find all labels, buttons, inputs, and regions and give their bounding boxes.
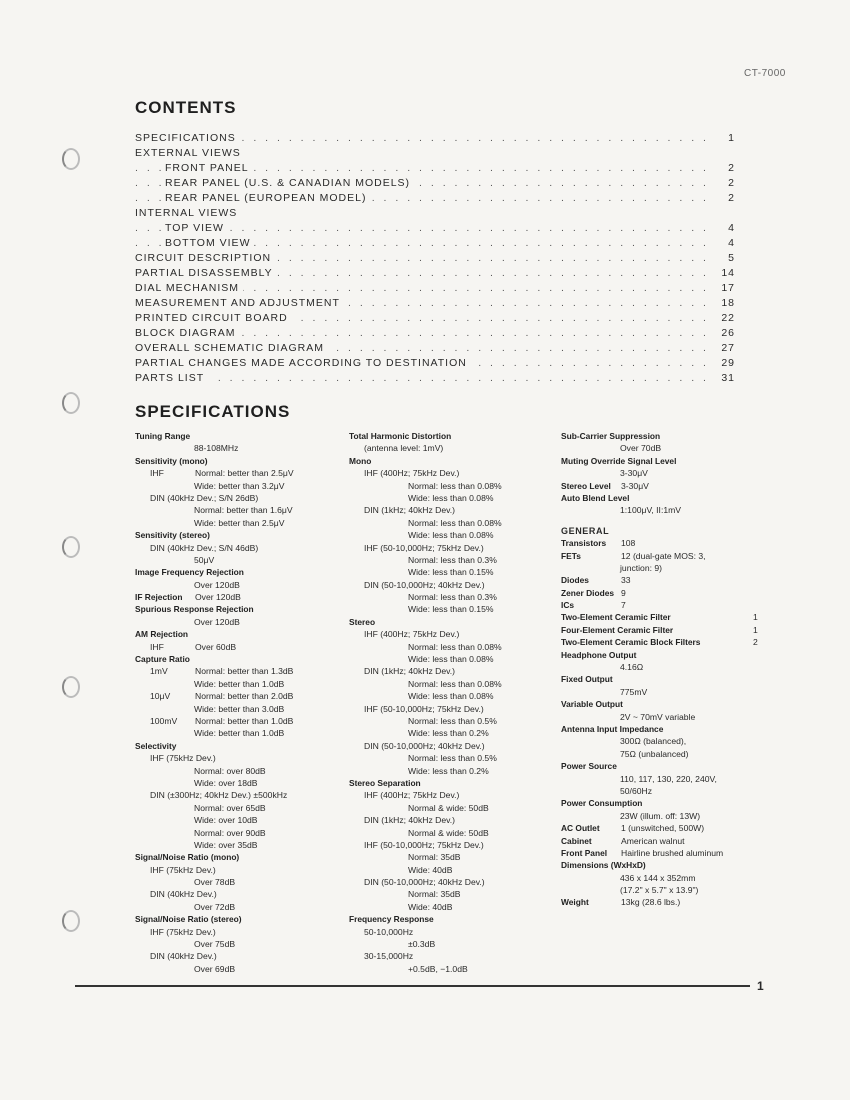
spec-heading: Power Consumption xyxy=(561,798,643,809)
toc-entry-page: 14 xyxy=(709,266,735,281)
spec-item-value: American walnut xyxy=(621,835,685,846)
spec-condition: DIN (1kHz; 40kHz Dev.) xyxy=(364,666,456,677)
spec-item-key: Zener Diodes xyxy=(561,587,615,598)
toc-entry-label: BLOCK DIAGRAM xyxy=(135,327,240,339)
spec-value: Normal & wide: 50dB xyxy=(408,802,489,813)
spec-column-3 xyxy=(561,430,761,909)
toc-entry xyxy=(135,161,735,176)
spec-item xyxy=(561,636,761,648)
spec-value: 2V ~ 70mV variable xyxy=(620,711,696,722)
spec-item-value: 13kg (28.6 lbs.) xyxy=(621,897,681,908)
toc-entry-label: PARTIAL DISASSEMBLY xyxy=(135,267,277,279)
toc-entry-page: 29 xyxy=(709,356,735,371)
spec-item xyxy=(561,599,761,611)
binder-hole-mark xyxy=(62,910,80,932)
toc-entry-page: 31 xyxy=(709,371,735,386)
spec-item-key: Diodes xyxy=(561,575,589,586)
spec-value: Over 120dB xyxy=(194,616,240,627)
spec-value: Wide: 40dB xyxy=(408,901,453,912)
toc-entry-label: EXTERNAL VIEWS xyxy=(135,147,245,159)
spec-condition: IHF (75kHz Dev.) xyxy=(150,864,216,875)
spec-value: junction: 9) xyxy=(620,562,663,573)
spec-heading: Variable Output xyxy=(561,699,623,710)
spec-value: Over 75dB xyxy=(194,939,236,950)
spec-item-value: Normal: better than 1.3dB xyxy=(195,666,294,677)
spec-value: Normal: over 65dB xyxy=(194,802,266,813)
toc-entry-label: PARTIAL CHANGES MADE ACCORDING TO DESTINATION xyxy=(135,357,471,369)
spec-item xyxy=(135,715,345,727)
table-of-contents xyxy=(135,131,735,386)
spec-item-key: Front Panel xyxy=(561,847,608,858)
toc-entry-page: 27 xyxy=(709,341,735,356)
spec-item-value: 108 xyxy=(621,538,636,549)
spec-item-key: 1mV xyxy=(150,666,168,677)
spec-value: Over 78dB xyxy=(194,877,236,888)
spec-value: 4.16Ω xyxy=(620,662,644,673)
spec-value: Wide: less than 0.08% xyxy=(408,530,494,541)
spec-value: Normal: less than 0.08% xyxy=(408,480,502,491)
toc-entry-page: 1 xyxy=(709,131,735,146)
spec-value: Over 70dB xyxy=(620,443,662,454)
spec-value: Wide: less than 0.2% xyxy=(408,728,489,739)
spec-value: 436 x 144 x 352mm xyxy=(620,872,696,883)
spec-value: Wide: better than 1.0dB xyxy=(194,678,285,689)
spec-value: Wide: less than 0.08% xyxy=(408,492,494,503)
spec-item-key: IHF xyxy=(150,641,164,652)
toc-entry xyxy=(135,206,735,221)
spec-condition: DIN (50-10,000Hz; 40kHz Dev.) xyxy=(364,740,485,751)
spec-value: Wide: less than 0.15% xyxy=(408,567,494,578)
toc-entry xyxy=(135,371,735,386)
spec-value: Wide: less than 0.08% xyxy=(408,654,494,665)
spec-condition: DIN (1kHz; 40kHz Dev.) xyxy=(364,505,456,516)
toc-entry xyxy=(135,176,735,191)
spec-value: 1:100μV, II:1mV xyxy=(620,505,682,516)
spec-item-key: AC Outlet xyxy=(561,823,600,834)
toc-entry xyxy=(135,236,735,251)
spec-item-key: Two-Element Ceramic Filter xyxy=(561,612,671,623)
page-number: 1 xyxy=(757,979,764,993)
toc-entry-label: REAR PANEL (U.S. & CANADIAN MODELS) xyxy=(165,177,414,189)
spec-item-value: 7 xyxy=(621,600,626,611)
spec-item-key: Cabinet xyxy=(561,835,592,846)
spec-value: Wide: better than 3.0dB xyxy=(194,703,285,714)
spec-heading: Mono xyxy=(349,455,372,466)
toc-entry-page: 2 xyxy=(709,161,735,176)
spec-value: Wide: less than 0.08% xyxy=(408,691,494,702)
spec-item xyxy=(561,624,761,636)
toc-entry xyxy=(135,191,735,206)
spec-item-key: Stereo Level xyxy=(561,480,611,491)
toc-entry-label: MEASUREMENT AND ADJUSTMENT xyxy=(135,297,344,309)
spec-value: Normal: less than 0.08% xyxy=(408,641,502,652)
spec-item xyxy=(561,480,761,492)
toc-entry-page: 17 xyxy=(709,281,735,296)
spec-condition: IHF (50-10,000Hz; 75kHz Dev.) xyxy=(364,839,484,850)
spec-item-key: Transistors xyxy=(561,538,607,549)
spec-condition: IHF (75kHz Dev.) xyxy=(150,926,216,937)
spec-value: 23W (illum. off: 13W) xyxy=(620,810,701,821)
spec-value: Normal: less than 0.3% xyxy=(408,592,497,603)
spec-value: Normal: less than 0.08% xyxy=(408,678,502,689)
toc-entry-label: TOP VIEW xyxy=(165,222,228,234)
toc-entry-label: CIRCUIT DESCRIPTION xyxy=(135,252,275,264)
spec-value: Wide: over 10dB xyxy=(194,815,258,826)
spec-item-value: 1 (unswitched, 500W) xyxy=(621,823,705,834)
spec-heading: Auto Blend Level xyxy=(561,492,630,503)
toc-entry xyxy=(135,281,735,296)
spec-heading: Sensitivity (mono) xyxy=(135,455,208,466)
spec-value: Normal: less than 0.5% xyxy=(408,753,497,764)
spec-condition: IHF (50-10,000Hz; 75kHz Dev.) xyxy=(364,542,484,553)
spec-value: Over 72dB xyxy=(194,901,236,912)
spec-value: 75Ω (unbalanced) xyxy=(620,748,689,759)
spec-item-key: FETs xyxy=(561,550,581,561)
spec-item-key: 100mV xyxy=(150,715,178,726)
spec-item-value: Hairline brushed aluminum xyxy=(621,847,724,858)
spec-value: 50/60Hz xyxy=(620,785,653,796)
spec-item xyxy=(561,896,761,908)
toc-entry-label: OVERALL SCHEMATIC DIAGRAM xyxy=(135,342,328,354)
spec-item-value: 2 xyxy=(753,637,758,648)
binder-hole-mark xyxy=(62,148,80,170)
spec-column-1 xyxy=(135,430,345,975)
spec-value: Over 69dB xyxy=(194,963,236,974)
spec-value: Normal & wide: 50dB xyxy=(408,827,489,838)
spec-value: Normal: better than 1.6μV xyxy=(194,505,293,516)
spec-item-value: Over 120dB xyxy=(195,592,241,603)
toc-entry-page: 5 xyxy=(709,251,735,266)
spec-heading: Signal/Noise Ratio (stereo) xyxy=(135,914,242,925)
spec-item xyxy=(561,537,761,549)
spec-heading: Spurious Response Rejection xyxy=(135,604,254,615)
spec-value: 775mV xyxy=(620,686,648,697)
spec-item-value: Normal: better than 2.5μV xyxy=(195,468,294,479)
spec-item-key: IHF xyxy=(150,468,164,479)
toc-entry-page: 26 xyxy=(709,326,735,341)
spec-item-key: Four-Element Ceramic Filter xyxy=(561,624,674,635)
spec-item-key: 10μV xyxy=(150,691,171,702)
toc-entry xyxy=(135,266,735,281)
toc-entry-label: REAR PANEL (EUROPEAN MODEL) xyxy=(165,192,370,204)
spec-value: Normal: 35dB xyxy=(408,852,461,863)
spec-condition: DIN (50-10,000Hz; 40kHz Dev.) xyxy=(364,579,485,590)
spec-value: Wide: over 18dB xyxy=(194,777,258,788)
spec-item xyxy=(135,665,345,677)
spec-value: 50μV xyxy=(194,554,215,565)
spec-item xyxy=(135,641,345,653)
spec-heading: Stereo Separation xyxy=(349,777,421,788)
toc-entry-label: DIAL MECHANISM xyxy=(135,282,243,294)
spec-heading: Total Harmonic Distortion xyxy=(349,431,452,441)
spec-condition: DIN (40kHz Dev.; S/N 26dB) xyxy=(150,492,259,503)
toc-entry xyxy=(135,131,735,146)
spec-item xyxy=(561,611,761,623)
spec-condition: (antenna level: 1mV) xyxy=(364,443,444,454)
spec-item-key: IF Rejection xyxy=(135,592,183,603)
spec-item-value: 1 xyxy=(753,624,758,635)
spec-heading: Stereo xyxy=(349,616,376,627)
spec-item xyxy=(561,847,761,859)
spec-heading: Headphone Output xyxy=(561,649,637,660)
spec-value: Wide: better than 1.0dB xyxy=(194,728,285,739)
toc-entry xyxy=(135,311,735,326)
spec-condition: IHF (400Hz; 75kHz Dev.) xyxy=(364,629,460,640)
toc-leader-dots xyxy=(135,371,711,386)
spec-condition: IHF (50-10,000Hz; 75kHz Dev.) xyxy=(364,703,484,714)
spec-item-value: 33 xyxy=(621,575,631,586)
spec-heading: AM Rejection xyxy=(135,629,189,640)
spec-value: Over 120dB xyxy=(194,579,240,590)
spec-value: 300Ω (balanced), xyxy=(620,736,687,747)
spec-condition: 30-15,000Hz xyxy=(364,951,414,962)
spec-value: Wide: less than 0.2% xyxy=(408,765,489,776)
spec-heading: Tuning Range xyxy=(135,431,191,441)
contents-title: CONTENTS xyxy=(135,98,237,117)
spec-heading: Dimensions (WxHxD) xyxy=(561,860,646,871)
spec-value: (17.2" x 5.7" x 13.9") xyxy=(620,885,699,896)
spec-condition: DIN (50-10,000Hz; 40kHz Dev.) xyxy=(364,877,485,888)
spec-item-value: Over 60dB xyxy=(195,641,237,652)
specifications-title: SPECIFICATIONS xyxy=(135,402,291,421)
toc-entry xyxy=(135,146,735,161)
model-number: CT-7000 xyxy=(744,68,786,79)
toc-entry xyxy=(135,341,735,356)
spec-condition: DIN (1kHz; 40kHz Dev.) xyxy=(364,815,456,826)
toc-entry-page: 2 xyxy=(709,176,735,191)
spec-item xyxy=(561,835,761,847)
spec-item-key: Weight xyxy=(561,897,589,908)
spec-item-key: ICs xyxy=(561,600,575,611)
spec-condition: DIN (±300Hz; 40kHz Dev.) ±500kHz xyxy=(150,790,288,801)
spec-heading: Power Source xyxy=(561,761,617,772)
spec-column-2 xyxy=(349,430,559,975)
spec-value: +0.5dB, −1.0dB xyxy=(408,963,468,974)
spec-heading: Selectivity xyxy=(135,740,177,751)
spec-heading: Signal/Noise Ratio (mono) xyxy=(135,852,240,863)
spec-heading: Sensitivity (stereo) xyxy=(135,530,210,541)
spec-heading: Antenna Input Impedance xyxy=(561,723,664,734)
spec-item-value: 3-30μV xyxy=(621,480,649,491)
toc-entry-label: BOTTOM VIEW xyxy=(165,237,254,249)
spec-group-heading: GENERAL xyxy=(561,525,610,536)
spec-item xyxy=(561,550,761,562)
spec-value: 110, 117, 130, 220, 240V, xyxy=(620,773,717,784)
toc-entry xyxy=(135,356,735,371)
spec-item-value: Normal: better than 2.0dB xyxy=(195,691,294,702)
binder-hole-mark xyxy=(62,676,80,698)
spec-item-value: Normal: better than 1.0dB xyxy=(195,715,294,726)
spec-heading: Capture Ratio xyxy=(135,654,190,665)
spec-value: 88-108MHz xyxy=(194,443,239,454)
spec-item-value: 12 (dual-gate MOS: 3, xyxy=(621,550,706,561)
spec-heading: Image Frequency Rejection xyxy=(135,567,244,578)
spec-condition: IHF (400Hz; 75kHz Dev.) xyxy=(364,468,460,479)
toc-entry-label: PARTS LIST xyxy=(135,372,208,384)
spec-item xyxy=(561,587,761,599)
footer-rule xyxy=(75,985,750,987)
spec-value: Normal: over 90dB xyxy=(194,827,266,838)
spec-heading: Frequency Response xyxy=(349,914,434,925)
toc-entry-page: 22 xyxy=(709,311,735,326)
binder-hole-mark xyxy=(62,536,80,558)
spec-value: Wide: over 35dB xyxy=(194,839,258,850)
toc-entry-label: FRONT PANEL xyxy=(165,162,253,174)
spec-value: Normal: less than 0.3% xyxy=(408,554,497,565)
binder-hole-mark xyxy=(62,392,80,414)
spec-value: Normal: over 80dB xyxy=(194,765,266,776)
toc-entry-page: 2 xyxy=(709,191,735,206)
spec-condition: DIN (40kHz Dev.) xyxy=(150,889,217,900)
spec-heading: Sub-Carrier Suppression xyxy=(561,431,661,441)
spec-heading: Fixed Output xyxy=(561,674,613,685)
toc-entry-page: 18 xyxy=(709,296,735,311)
spec-value: Wide: better than 2.5μV xyxy=(194,517,285,528)
spec-item xyxy=(561,822,761,834)
toc-entry-label: SPECIFICATIONS xyxy=(135,132,240,144)
toc-entry xyxy=(135,326,735,341)
spec-value: 3-30μV xyxy=(620,468,648,479)
spec-heading: Muting Override Signal Level xyxy=(561,455,677,466)
spec-item-value: 9 xyxy=(621,587,626,598)
spec-condition: DIN (40kHz Dev.; S/N 46dB) xyxy=(150,542,259,553)
spec-value: Wide: better than 3.2μV xyxy=(194,480,285,491)
spec-condition: DIN (40kHz Dev.) xyxy=(150,951,217,962)
toc-entry xyxy=(135,296,735,311)
spec-value: Normal: 35dB xyxy=(408,889,461,900)
spec-value: Normal: less than 0.5% xyxy=(408,715,497,726)
spec-item xyxy=(135,467,345,479)
toc-entry xyxy=(135,221,735,236)
spec-item-value: 1 xyxy=(753,612,758,623)
toc-entry-label: INTERNAL VIEWS xyxy=(135,207,241,219)
toc-entry xyxy=(135,251,735,266)
spec-value: Normal: less than 0.08% xyxy=(408,517,502,528)
spec-value: Wide: less than 0.15% xyxy=(408,604,494,615)
toc-entry-page: 4 xyxy=(709,221,735,236)
spec-item xyxy=(135,591,345,603)
toc-entry-label: PRINTED CIRCUIT BOARD xyxy=(135,312,292,324)
spec-condition: 50-10,000Hz xyxy=(364,926,414,937)
spec-condition: IHF (75kHz Dev.) xyxy=(150,753,216,764)
spec-item xyxy=(561,574,761,586)
spec-item-key: Two-Element Ceramic Block Filters xyxy=(561,637,701,648)
spec-item xyxy=(135,690,345,702)
spec-condition: IHF (400Hz; 75kHz Dev.) xyxy=(364,790,460,801)
spec-value: Wide: 40dB xyxy=(408,864,453,875)
toc-entry-page: 4 xyxy=(709,236,735,251)
spec-value: ±0.3dB xyxy=(408,939,436,950)
